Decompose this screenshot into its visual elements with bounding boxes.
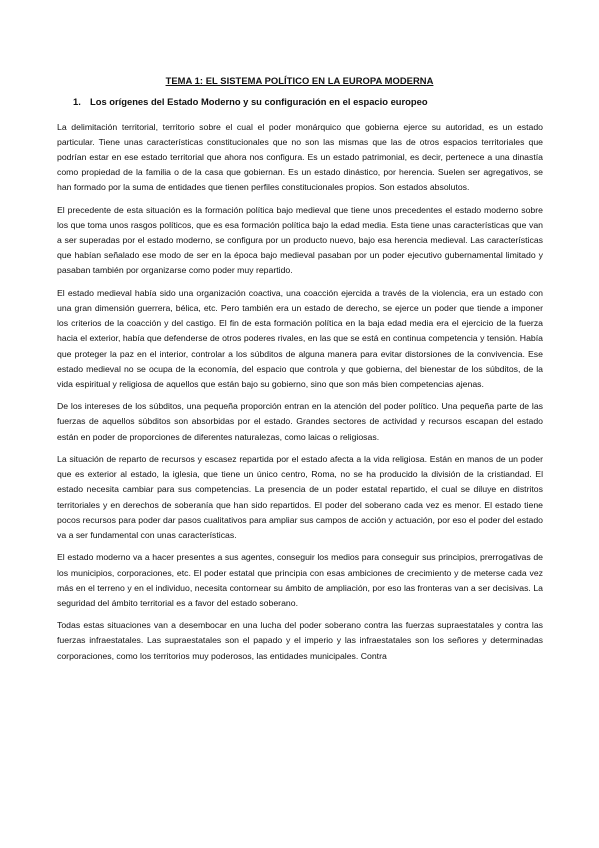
section-heading-text: Los orígenes del Estado Moderno y su configuración en el espacio europeo: [90, 96, 428, 107]
paragraph: El estado medieval había sido una organización coactiva, una coacción ejercida a través de la violencia, era un estado con una gran dimensión guerrera, bélica, etc. Pero también era un estado de derecho, se ejerce un poder que tiende a imponer los criterios de la coacción y del castigo. El fin de esta formación política en la baja edad media era el ejercicio de la fuerza hacia el exterior, había que defenderse de otros poderes rivales, en las que se está en continua competencia y tensión. Había que proteger la paz en el interior, controlar a los súbditos de alguna manera para evitar distorsiones de la convivencia. Ese estado medieval no se ocupa de la economía, del espacio que controla y que gobierna, del bienestar de los súbditos, de la vida espiritual y religiosa de aquellos que están bajo su gobierno, sino que son más bien competencias ajenas.: [57, 288, 543, 389]
section-heading: [73, 96, 553, 108]
paragraph: El estado moderno va a hacer presentes a sus agentes, conseguir los medios para conseguir sus principios, prerrogativas de los municipios, corporaciones, etc. El poder estatal que principia con esas ambiciones de crecimiento y de meterse cada vez más en el terreno y en el individuo, necesita contornear su ámbito de ampliación, por eso las fronteras van a ser decisivas. La seguridad del ámbito territorial es a favor del estado soberano.: [57, 552, 543, 608]
document-title: TEMA 1: EL SISTEMA POLÍTICO EN LA EUROPA MODERNA: [165, 75, 434, 86]
document-body: [57, 120, 543, 671]
paragraph: Todas estas situaciones van a desembocar en una lucha del poder soberano contra las fuerzas supraestatales y contra las fuerzas infraestatales. Las supraestatales son el papado y el imperio y las infraestatales son los señores y determinadas corporaciones, como los territorios muy poderosos, las entidades municipales. Contra: [57, 620, 543, 661]
paragraph: El precedente de esta situación es la formación política bajo medieval que tiene unos precedentes el estado moderno sobre los que toma unos rasgos políticos, que es esa formación política bajo la edad media. Esta tiene unas características que van a ser superadas por el estado moderno, se configura por un producto nuevo, bajo esa herencia medieval. Las características que habían señalado ese modo de ser en la época bajo medieval pasaban por un poder ejecutivo gubernamental limitado y pasaban también por organizarse como poder muy repartido.: [57, 205, 543, 276]
paragraph: La delimitación territorial, territorio sobre el cual el poder monárquico que gobierna ejerce su autoridad, es un estado particular. Tiene unas características constitucionales que no son las mismas que las de otros espacios territoriales que podrían estar en ese estado territorial que ahora nos configura. Es un estado patrimonial, es decir, pertenece a una dinastía como propiedad de la familia o de la casa que gobiernan. Es un estado dinástico, por herencia. Suelen ser agregativos, se han formado por la suma de entidades que tienen perfiles constitucionales propios. Son estados absolutos.: [57, 122, 543, 193]
section-number: 1.: [73, 96, 81, 107]
paragraph: De los intereses de los súbditos, una pequeña proporción entran en la atención del poder político. Una pequeña parte de las fuerzas de aquellos súbditos son absorbidas por el estado. Grandes sectores de actividad y recursos escapan del estado están en poder de proporciones de diferentes naturalezas, como laicas o religiosas.: [57, 401, 543, 442]
paragraph: La situación de reparto de recursos y escasez repartida por el estado afecta a la vida religiosa. Están en manos de un poder que es exterior al estado, la iglesia, que tiene un único centro, Roma, no se ha producido la división de la cristiandad. El estado necesita cambiar para sus competencias. La presencia de un poder estatal repartido, el cual se diluye en distritos territoriales y en derechos de soberanía que han sido repartidos. El poder del soberano cada vez es menor. El estado tiene pocos recursos para poder dar pasos cualitativos para ampliar sus campos de acción y actuación, por eso el poder del estado va a ser fundamental con unas características.: [57, 454, 543, 540]
